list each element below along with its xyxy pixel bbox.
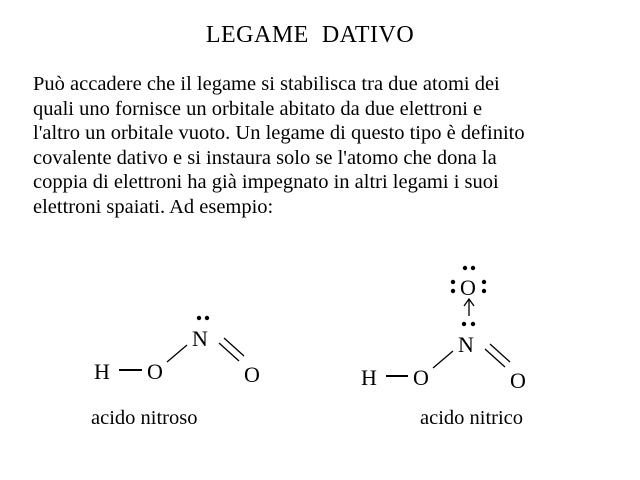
nitroso-nitrogen-atom: N: [192, 326, 208, 351]
nitrico-oxygen-atom-3: O: [460, 275, 476, 300]
nitrico-o-n-bond: [433, 351, 453, 368]
page-title: LEGAME DATIVO: [205, 22, 415, 48]
nitrico-oxygen-lone-pair-dot: [451, 280, 455, 284]
paragraph-line: l'altro un orbitale vuoto. Un legame di questo tipo è definito: [33, 122, 525, 144]
paragraph-line: elettroni spaiati. Ad esempio:: [33, 195, 274, 218]
nitroso-caption: acido nitroso: [91, 407, 198, 429]
nitroso-oxygen-atom-1: O: [147, 359, 163, 384]
nitrico-caption: acido nitrico: [420, 407, 524, 429]
nitrico-nitrogen-atom: N: [458, 332, 474, 357]
paragraph-line: coppia di elettroni ha già impegnato in altri legami i suoi: [33, 171, 499, 193]
nitroso-oxygen-atom-2: O: [244, 362, 260, 387]
paragraph-line: quali uno fornisce un orbitale abitato da due elettroni e: [33, 97, 483, 120]
nitroso-hydrogen-atom: H: [94, 359, 110, 384]
nitroso-o-n-bond: [167, 345, 187, 362]
nitrico-oxygen-atom-1: O: [413, 365, 429, 390]
paragraph-line: covalente dativo e si instaura solo se l'atomo che dona la: [33, 146, 497, 169]
nitroso-lone-pair-dot: [197, 316, 201, 320]
nitrico-oxygen-lone-pair-dot: [482, 289, 486, 293]
nitrico-oxygen-atom-2: O: [510, 368, 526, 393]
nitrico-double-bond-line: [490, 344, 510, 362]
nitrico-oxygen-lone-pair-dot: [451, 289, 455, 293]
nitrico-hydrogen-atom: H: [361, 365, 377, 390]
paragraph-line: Può accadere che il legame si stabilisca tra due atomi dei: [33, 73, 500, 95]
nitrous-acid-structure: [91, 316, 260, 429]
nitroso-lone-pair-dot: [205, 316, 209, 320]
nitrico-nitrogen-lone-pair-dot: [471, 322, 475, 326]
nitroso-double-bond-line: [219, 343, 239, 361]
nitroso-double-bond-line: [224, 338, 244, 356]
nitrico-oxygen-lone-pair-dot: [463, 266, 467, 270]
nitrico-double-bond-line: [485, 349, 505, 367]
nitrico-oxygen-lone-pair-dot: [471, 266, 475, 270]
nitric-acid-structure: [361, 266, 526, 429]
nitrico-nitrogen-lone-pair-dot: [462, 322, 466, 326]
nitrico-oxygen-lone-pair-dot: [482, 280, 486, 284]
